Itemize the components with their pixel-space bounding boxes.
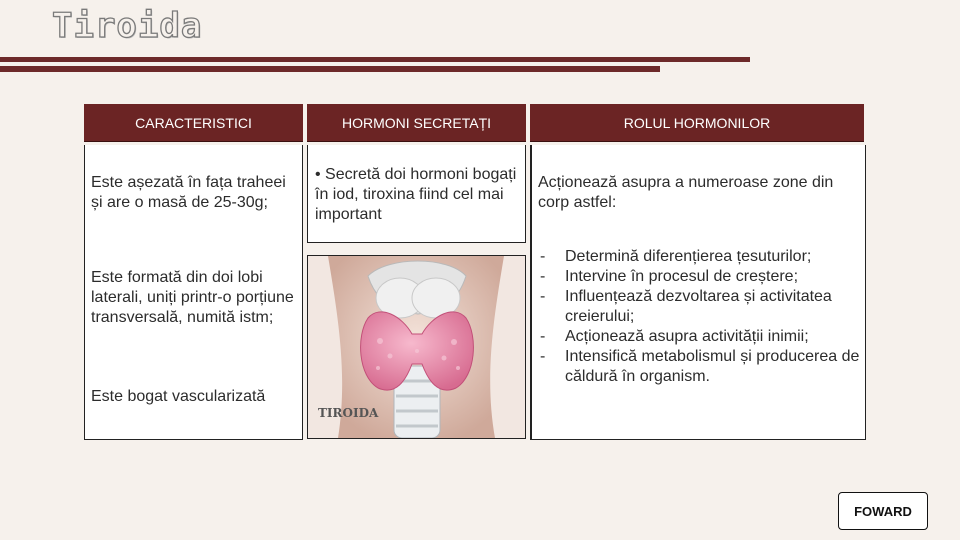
header-hormoni-secretati: HORMONI SECRETAȚI <box>307 104 526 142</box>
dash-bullet: - <box>540 268 546 285</box>
role-item-text: Intensifică metabolismul și producerea de căldură în organism. <box>565 348 860 385</box>
dash-bullet: - <box>540 328 546 345</box>
dash-bullet: - <box>540 288 546 305</box>
hormones-text: • Secretă doi hormoni bogați în iod, tiroxina fiind cel mai important <box>315 166 517 223</box>
column-rolul-hormonilor <box>530 145 866 440</box>
roles-list <box>538 247 862 387</box>
title-underline-bottom <box>0 66 660 72</box>
list-item <box>538 287 862 327</box>
dash-bullet: - <box>540 248 546 265</box>
role-item-text: Acționează asupra activității inimii; <box>565 328 809 345</box>
list-item <box>538 347 862 387</box>
role-item-text: Intervine în procesul de creștere; <box>565 268 799 285</box>
title-underline-top <box>0 57 750 62</box>
role-item-text: Determină diferențierea țesuturilor; <box>565 248 812 265</box>
dash-bullet: - <box>540 348 546 365</box>
column-caracteristici <box>84 145 303 440</box>
characteristic-structure: Este formată din doi lobi laterali, uniți printr-o porțiune transversală, numită istm; <box>91 269 294 326</box>
list-item <box>538 327 862 347</box>
role-item-text: Influențează dezvoltarea și activitatea creierului; <box>565 288 832 325</box>
slide-title: Tiroida <box>52 6 203 46</box>
characteristic-vascularization: Este bogat vascularizată <box>91 388 266 405</box>
list-item <box>538 267 862 287</box>
header-caracteristici: CARACTERISTICI <box>84 104 303 142</box>
list-item <box>538 247 862 267</box>
forward-button[interactable]: FOWARD <box>838 492 928 530</box>
characteristic-location: Este așezată în fața traheei și are o masă de 25-30g; <box>91 174 286 211</box>
thyroid-image <box>307 255 526 439</box>
column-hormoni-secretati <box>307 145 526 243</box>
roles-intro: Acționează asupra a numeroase zone din corp astfel: <box>538 174 834 211</box>
header-rolul-hormonilor: ROLUL HORMONILOR <box>530 104 864 142</box>
image-caption: TIROIDA <box>318 406 379 420</box>
